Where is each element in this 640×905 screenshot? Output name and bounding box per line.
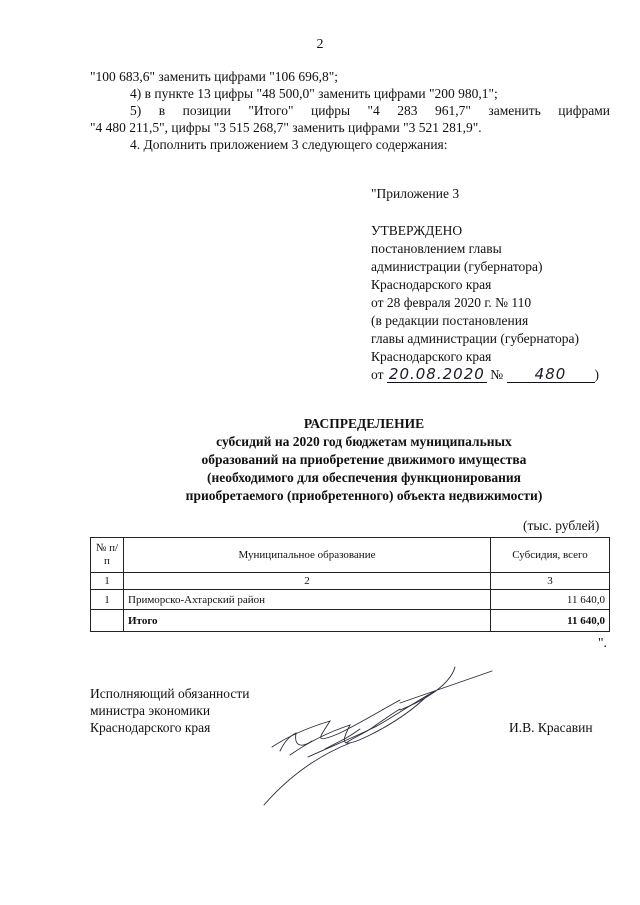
approval-line-4: от 28 февраля 2020 г. № 110 xyxy=(371,295,532,310)
handwritten-number: 480 xyxy=(507,367,595,383)
approval-line-7: Краснодарского края xyxy=(371,349,492,364)
text-line-1: "100 683,6" заменить цифрами "106 696,8"; xyxy=(90,69,338,84)
handwritten-date: 20.08.2020 xyxy=(387,367,487,383)
row-number: 1 xyxy=(91,590,124,610)
row-subsidy: 11 640,0 xyxy=(491,590,610,610)
signature-line-3: Краснодарского края xyxy=(90,720,211,735)
units-label: (тыс. рублей) xyxy=(523,518,600,533)
text-line-2: 4) в пункте 13 цифры "48 500,0" заменить цифрами "200 980,1"; xyxy=(130,86,498,101)
text-line-5: 4. Дополнить приложением 3 следующего содержания: xyxy=(130,137,448,152)
from-prefix: от xyxy=(371,367,384,382)
approval-line-3: Краснодарского края xyxy=(371,277,492,292)
table-header-row xyxy=(91,538,610,573)
page-number: 2 xyxy=(316,37,324,52)
approval-block xyxy=(371,222,599,384)
approval-line-2: администрации (губернатора) xyxy=(371,259,543,274)
appendix-label: "Приложение 3 xyxy=(371,186,460,201)
approval-line-1: постановлением главы xyxy=(371,241,502,256)
colnum-2: 2 xyxy=(124,573,491,590)
distribution-table xyxy=(90,537,610,632)
approval-line-5: (в редакции постановления xyxy=(371,313,529,328)
table-total-row xyxy=(91,610,610,632)
total-label: Итого xyxy=(124,610,491,632)
text-line-3: 5) в позиции "Итого" цифры "4 283 961,7" заменить цифрами xyxy=(130,103,610,118)
heading-line-3: образований на приобретение движимого имущества xyxy=(201,452,527,467)
table-row xyxy=(91,590,610,610)
heading-line-4: (необходимого для обеспечения функционирования xyxy=(207,470,521,485)
header-number: № п/п xyxy=(91,538,124,573)
heading-line-5: приобретаемого (приобретенного) объекта недвижимости) xyxy=(185,488,543,503)
signatory-name: И.В. Красавин xyxy=(509,720,593,735)
table-end-quote: ". xyxy=(598,635,607,650)
close-paren: ) xyxy=(594,367,599,382)
row-municipality: Приморско-Ахтарский район xyxy=(124,590,491,610)
approved-label: УТВЕРЖДЕНО xyxy=(371,223,463,238)
signature-line-2: министра экономики xyxy=(90,703,211,718)
table-column-numbers-row xyxy=(91,573,610,590)
approval-date-line xyxy=(371,366,599,384)
signature-line-1: Исполняющий обязанности xyxy=(90,686,250,701)
number-sign: № xyxy=(490,367,504,382)
header-subsidy: Субсидия, всего xyxy=(491,538,610,573)
heading-line-2: субсидий на 2020 год бюджетам муниципальных xyxy=(216,434,512,449)
total-subsidy: 11 640,0 xyxy=(491,610,610,632)
text-line-4: "4 480 211,5", цифры "3 515 268,7" заменить цифрами "3 521 281,9". xyxy=(90,120,482,135)
handwritten-signature xyxy=(250,655,530,815)
colnum-1: 1 xyxy=(91,573,124,590)
header-municipality: Муниципальное образование xyxy=(124,538,491,573)
total-number xyxy=(91,610,124,632)
approval-line-6: главы администрации (губернатора) xyxy=(371,331,579,346)
colnum-3: 3 xyxy=(491,573,610,590)
heading-title: РАСПРЕДЕЛЕНИЕ xyxy=(303,416,425,431)
